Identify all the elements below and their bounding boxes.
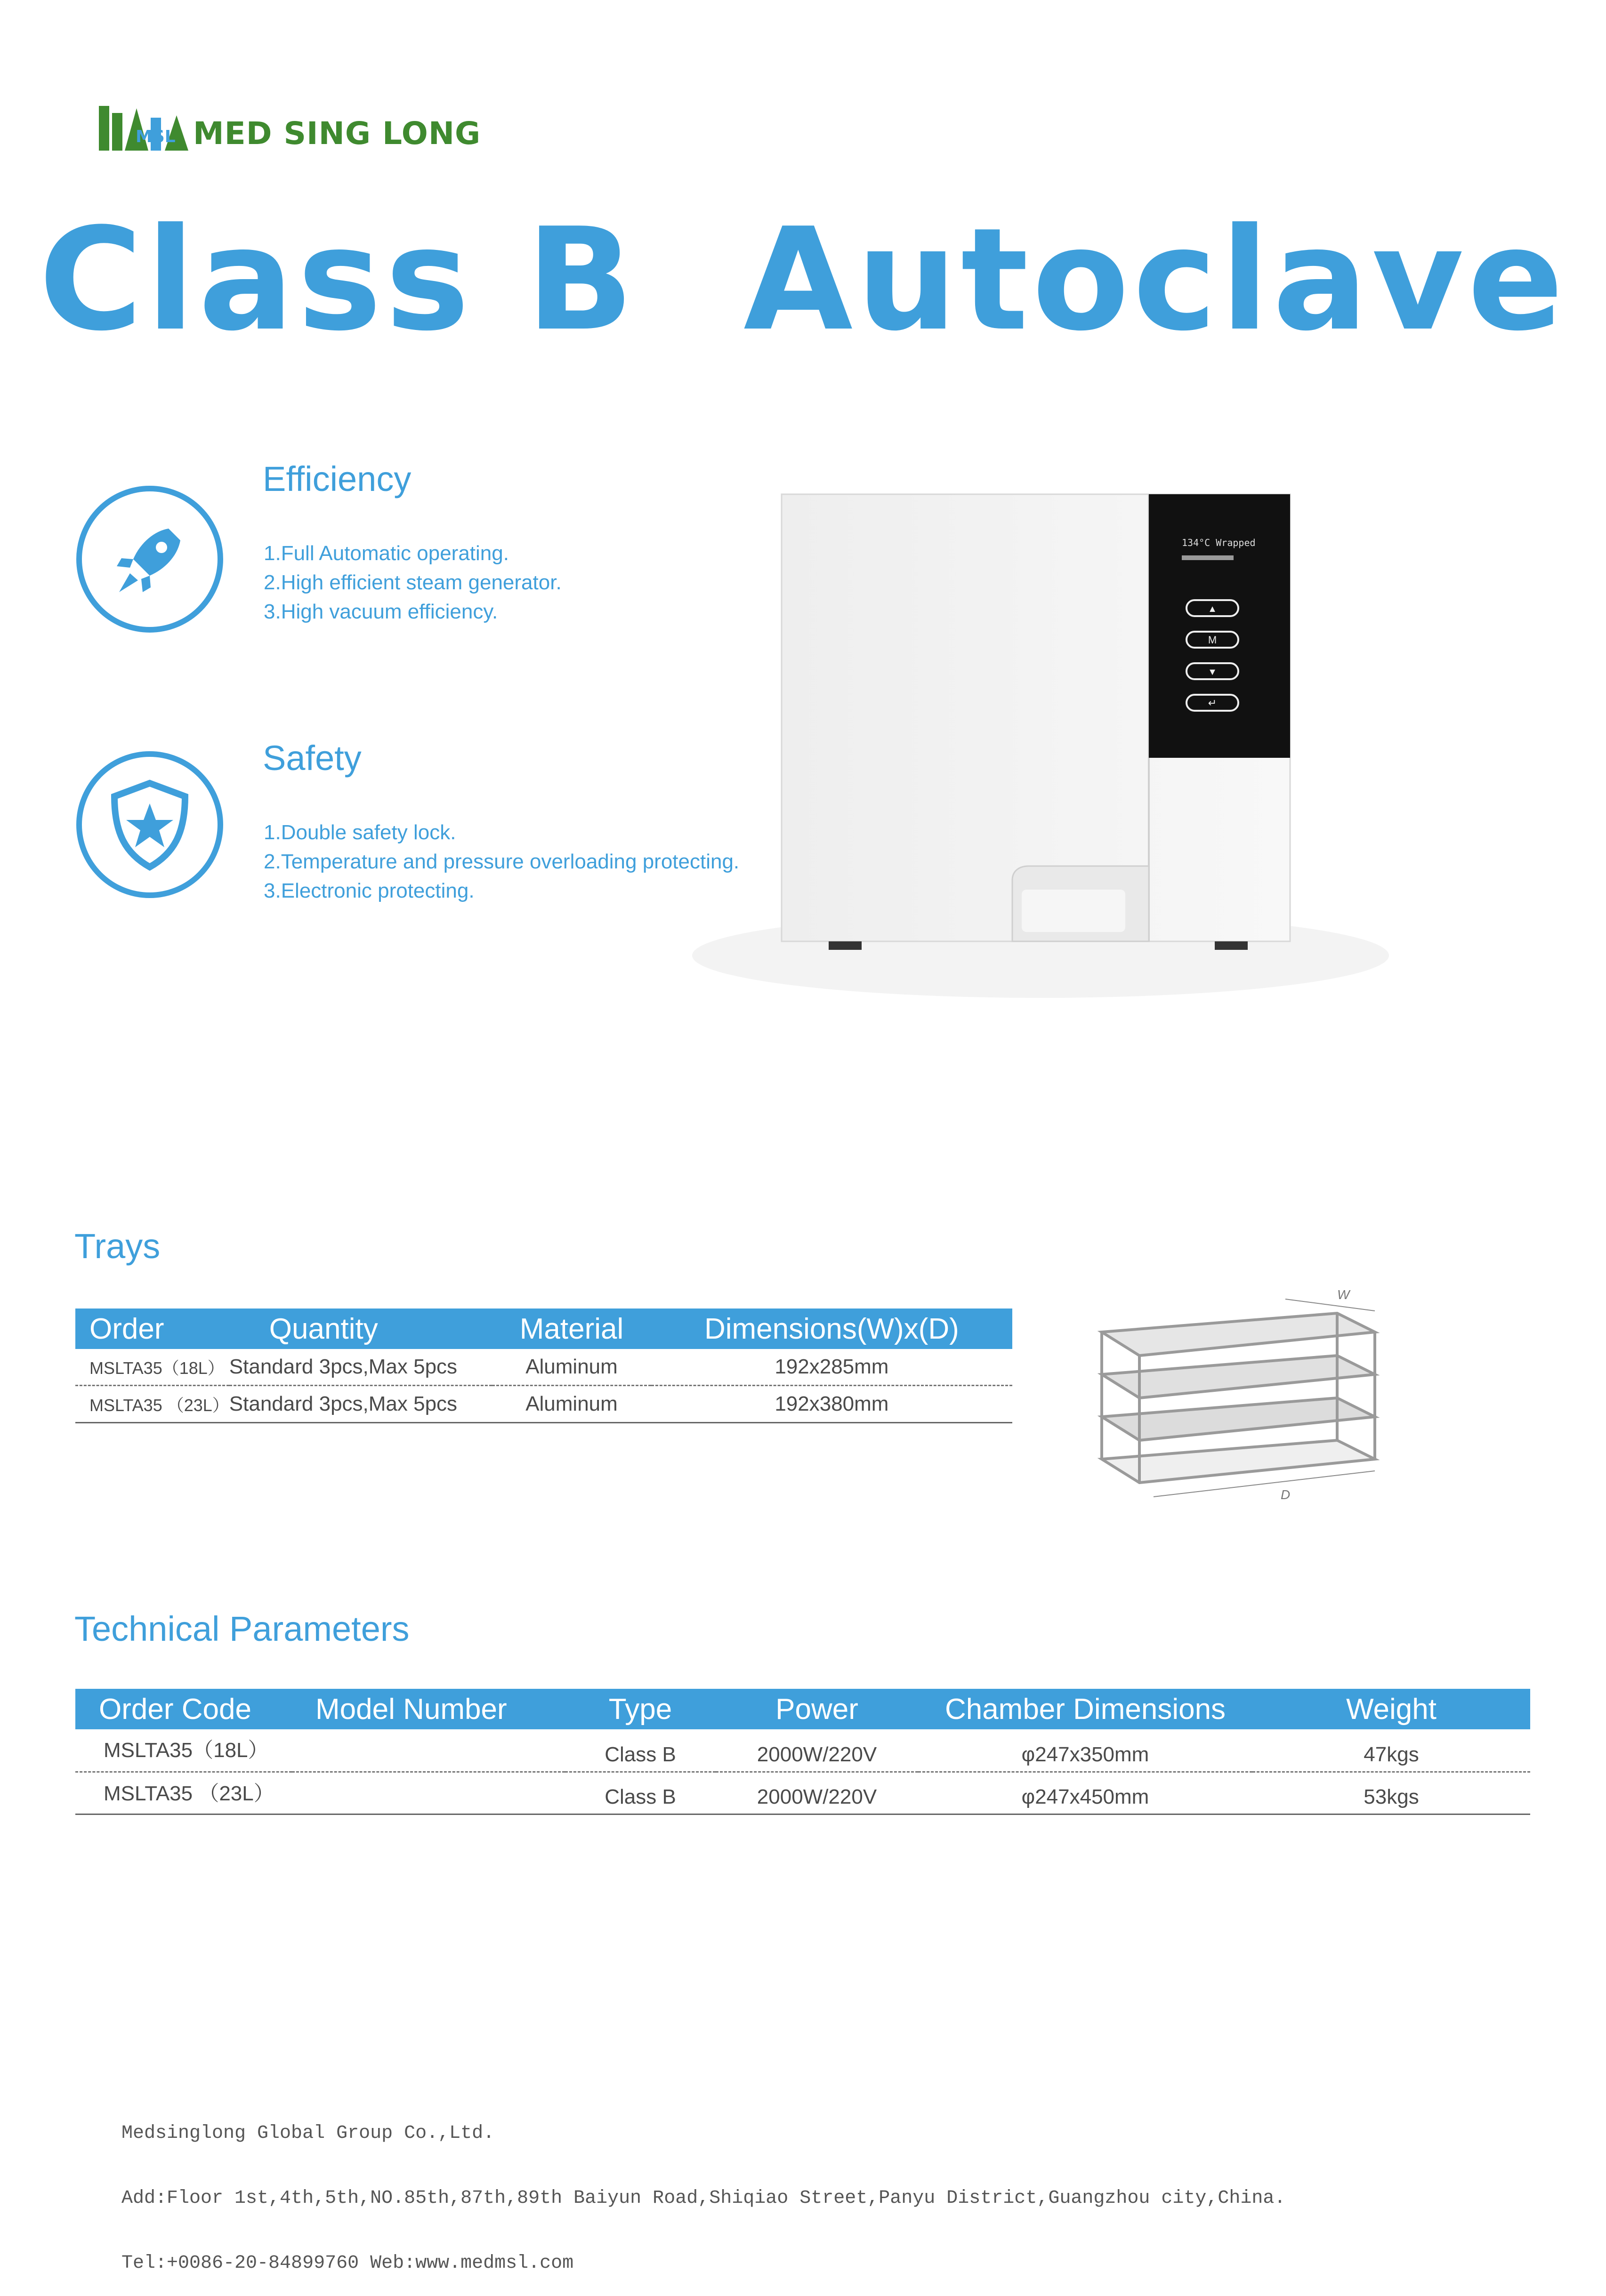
column-header: Chamber Dimensions xyxy=(918,1689,1252,1729)
table-cell: Aluminum xyxy=(492,1349,651,1386)
table-cell: Standard 3pcs,Max 5pcs xyxy=(229,1349,492,1386)
feature-list-safety xyxy=(264,818,739,906)
list-item: 2.High efficient steam generator. xyxy=(264,571,562,594)
depth-label: D xyxy=(1281,1487,1291,1502)
table-cell: 192x380mm xyxy=(651,1386,1012,1423)
table-cell: Aluminum xyxy=(492,1386,651,1423)
tray-rack-diagram xyxy=(1083,1285,1403,1511)
table-cell: MSLTA35（18L） xyxy=(75,1729,292,1772)
logo-mark: MSL xyxy=(136,127,176,146)
menu-label: M xyxy=(1208,634,1217,646)
column-header: Order xyxy=(75,1309,229,1349)
down-arrow-icon: ▼ xyxy=(1208,667,1217,677)
table-row xyxy=(75,1772,1530,1814)
list-item: 2.Temperature and pressure overloading protecting. xyxy=(264,850,740,873)
column-header: Weight xyxy=(1252,1689,1530,1729)
table-cell: MSLTA35（18L） xyxy=(75,1349,229,1386)
table-cell: Class B xyxy=(565,1729,716,1772)
table-cell: φ247x350mm xyxy=(918,1729,1252,1772)
column-header: Type xyxy=(565,1689,716,1729)
footer-address: Add:Floor 1st,4th,5th,NO.85th,87th,89th Baiyun Road,Shiqiao Street,Panyu District,Guangzhou city,China. xyxy=(121,2188,1286,2209)
footer-company: Medsinglong Global Group Co.,Ltd. xyxy=(121,2123,495,2144)
list-item: 1.Double safety lock. xyxy=(264,821,456,844)
table-row xyxy=(75,1386,1012,1423)
technical-table xyxy=(75,1689,1530,1815)
page-title: Class B Autoclave xyxy=(39,198,1567,362)
table-row xyxy=(75,1729,1530,1772)
width-label: W xyxy=(1337,1287,1350,1302)
table-cell: φ247x450mm xyxy=(918,1772,1252,1814)
column-header: Material xyxy=(492,1309,651,1349)
table-header-row xyxy=(75,1309,1012,1349)
table-cell: 2000W/220V xyxy=(716,1772,918,1814)
column-header: Power xyxy=(716,1689,918,1729)
table-cell: Standard 3pcs,Max 5pcs xyxy=(229,1386,492,1423)
column-header: Quantity xyxy=(229,1309,492,1349)
footer-contact: Tel:+0086-20-84899760 Web:www.medmsl.com xyxy=(121,2253,574,2274)
list-item: 3.High vacuum efficiency. xyxy=(264,600,498,623)
column-header: Order Code xyxy=(75,1689,292,1729)
table-cell: 53kgs xyxy=(1252,1772,1530,1814)
feature-list-efficiency xyxy=(264,539,562,626)
enter-icon: ↵ xyxy=(1208,697,1217,709)
table-cell xyxy=(292,1772,565,1814)
feature-heading-safety: Safety xyxy=(263,739,362,778)
rocket-icon xyxy=(74,484,225,634)
trays-heading: Trays xyxy=(74,1227,161,1266)
table-cell: MSLTA35 （23L） xyxy=(75,1386,229,1423)
autoclave-product-image xyxy=(683,485,1398,1012)
brand-name: MED SING LONG xyxy=(193,115,481,152)
shield-star-icon xyxy=(74,749,225,900)
list-item: 3.Electronic protecting. xyxy=(264,879,475,902)
table-cell: 47kgs xyxy=(1252,1729,1530,1772)
table-cell xyxy=(292,1729,565,1772)
table-header-row xyxy=(75,1689,1530,1729)
column-header: Dimensions(W)x(D) xyxy=(651,1309,1012,1349)
list-item: 1.Full Automatic operating. xyxy=(264,542,509,565)
table-cell: 2000W/220V xyxy=(716,1729,918,1772)
column-header: Model Number xyxy=(292,1689,565,1729)
table-cell: 192x285mm xyxy=(651,1349,1012,1386)
footer xyxy=(121,2079,1285,2296)
technical-heading: Technical Parameters xyxy=(74,1609,410,1648)
control-panel xyxy=(1149,494,1290,758)
display-text: 134°C Wrapped xyxy=(1182,537,1256,548)
table-cell: MSLTA35 （23L） xyxy=(75,1772,292,1814)
table-cell: Class B xyxy=(565,1772,716,1814)
table-row xyxy=(75,1349,1012,1386)
up-arrow-icon: ▲ xyxy=(1208,604,1217,614)
trays-table xyxy=(75,1309,1012,1423)
feature-heading-efficiency: Efficiency xyxy=(263,459,412,498)
